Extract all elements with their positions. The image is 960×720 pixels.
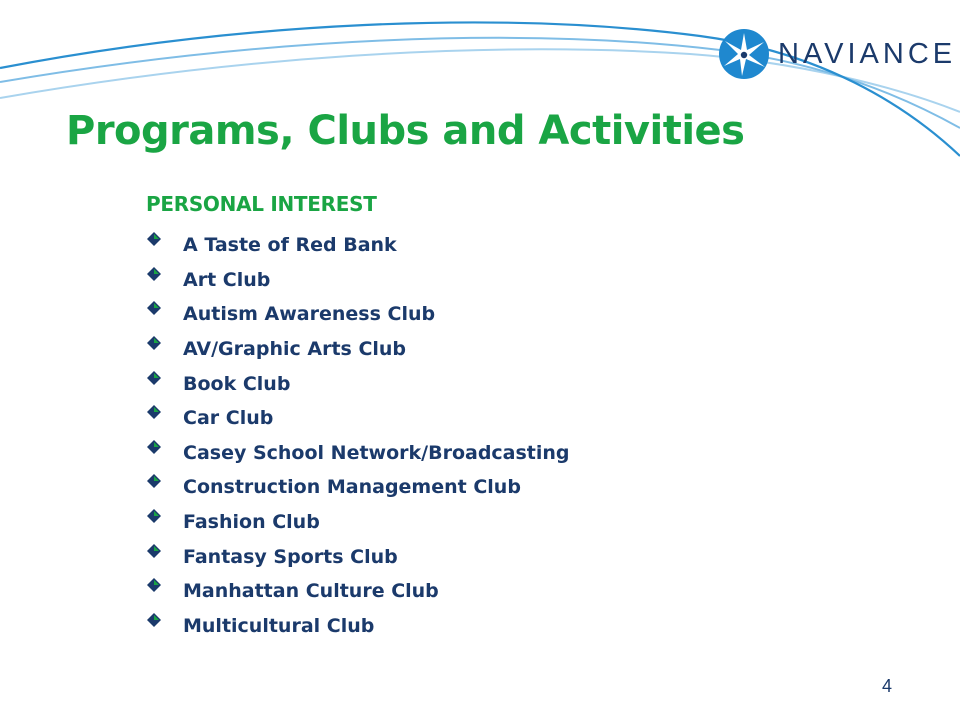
diamond-bullet-icon	[147, 371, 161, 385]
page-number: 4	[882, 676, 893, 696]
diamond-bullet-icon	[147, 267, 161, 281]
list-item-label: AV/Graphic Arts Club	[183, 338, 407, 361]
list-item-label: Car Club	[183, 407, 274, 430]
diamond-bullet-icon	[147, 440, 161, 454]
naviance-logo	[718, 28, 957, 88]
diamond-bullet-icon	[147, 474, 161, 488]
diamond-bullet-icon	[147, 336, 161, 350]
diamond-bullet-icon	[147, 405, 161, 419]
slide-title: Programs, Clubs and Activities	[66, 108, 745, 154]
list-item	[146, 401, 570, 436]
list-item-label: Multicultural Club	[183, 614, 375, 637]
list-item	[146, 609, 570, 644]
list-item-label: A Taste of Red Bank	[183, 234, 397, 257]
list-item-label: Fashion Club	[183, 511, 320, 534]
list-item-label: Art Club	[183, 268, 271, 291]
list-item	[146, 263, 570, 298]
diamond-bullet-icon	[147, 613, 161, 627]
list-item	[146, 539, 570, 574]
list-item	[146, 505, 570, 540]
list-item-label: Casey School Network/Broadcasting	[183, 441, 570, 464]
list-item	[146, 332, 570, 367]
list-item-label: Autism Awareness Club	[183, 303, 436, 326]
logo-center-dot	[741, 52, 747, 58]
list-item	[146, 297, 570, 332]
list-item	[146, 366, 570, 401]
diamond-bullet-icon	[147, 544, 161, 558]
list-item	[146, 470, 570, 505]
logo-wordmark: NAVIANCE	[778, 38, 957, 70]
diamond-bullet-icon	[147, 301, 161, 315]
list-item	[146, 574, 570, 609]
list-item-label: Fantasy Sports Club	[183, 545, 398, 568]
list-item	[146, 436, 570, 471]
section-heading: PERSONAL INTEREST	[146, 192, 377, 216]
naviance-star-logo-icon	[718, 28, 770, 80]
diamond-bullet-icon	[147, 232, 161, 246]
diamond-bullet-icon	[147, 578, 161, 592]
list-item-label: Construction Management Club	[183, 476, 521, 499]
diamond-bullet-icon	[147, 509, 161, 523]
list-item-label: Book Club	[183, 372, 291, 395]
club-list	[146, 228, 570, 643]
list-item-label: Manhattan Culture Club	[183, 580, 439, 603]
list-item	[146, 228, 570, 263]
